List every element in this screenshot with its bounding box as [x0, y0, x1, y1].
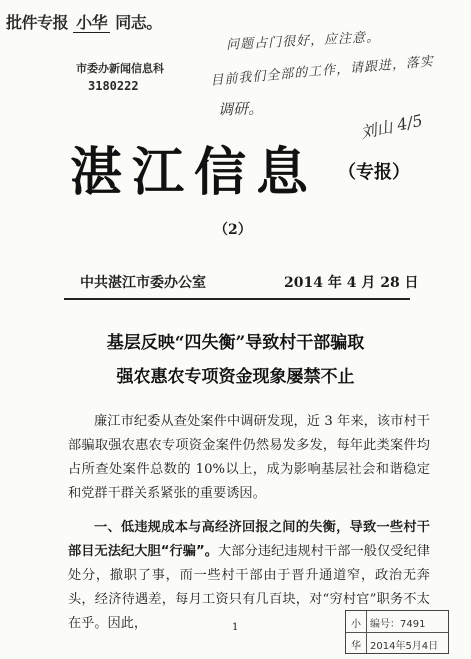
record-box-number: 编号：7491 [370, 619, 426, 630]
masthead-subtitle: （专报） [338, 162, 410, 183]
page-number: 1 [232, 622, 239, 633]
record-box-char-b: 华 [351, 641, 361, 652]
stamp-suffix: 同志。 [115, 13, 162, 32]
handwritten-note-line2: 目前我们全部的工作，请跟进，落实 [209, 54, 435, 89]
record-box-char-a: 小 [351, 619, 361, 630]
article-headline-line1: 基层反映“四失衡”导致村干部骗取 [106, 333, 365, 353]
issuing-office: 中共湛江市委办公室 [80, 275, 206, 291]
stamp-prefix: 批件专报 [6, 13, 69, 32]
issue-number: （2） [214, 222, 252, 238]
handwritten-note-line1: 问题占门很好，应注意。 [225, 29, 381, 54]
article-paragraph-1: 廉江市纪委从查处案件中调研发现，近 3 年来，该市村干部骗取强农惠农专项资金案件仍然易发多发，每年此类案件均占所查处案件总数的 10%以上，成为影响基层社会和谐稳定和党群干群关系紧张的重要诱因。 [68, 414, 430, 501]
issue-date: 2014 年 4 月 28 日 [284, 275, 419, 291]
handwritten-note-line3: 调研。 [217, 99, 264, 119]
paragraph-2-text: 大部分违纪违规村干部一般仅受纪律处分，撤职了事，而一些村干部由于晋升通道窄，政治无奔头，经济待遇差，每月工资只有几百块，对“穷村官”职务不太在乎。因此， [68, 544, 430, 631]
stamp-phone: 3180222 [88, 79, 139, 93]
box-divider-horizontal [346, 632, 448, 633]
stamp-department: 市委办新闻信息科 [76, 62, 164, 75]
handwritten-signature: 刘山 4/5 [358, 110, 425, 143]
masthead-title: 湛江信息 [70, 142, 319, 203]
record-box-date: 2014年5月4日 [370, 641, 439, 652]
header-divider [64, 298, 410, 300]
article-headline-line2: 强农惠农专项资金现象屡禁不止 [116, 367, 355, 387]
paragraph-2-heading: 一、低违规成本与高经济回报之间的失衡，导致一些村干部目无法纪大胆“行骗”。 [68, 520, 430, 559]
record-stamp-box [345, 610, 449, 654]
approval-stamp [6, 10, 162, 33]
stamp-recipient: 小华 [73, 13, 110, 33]
